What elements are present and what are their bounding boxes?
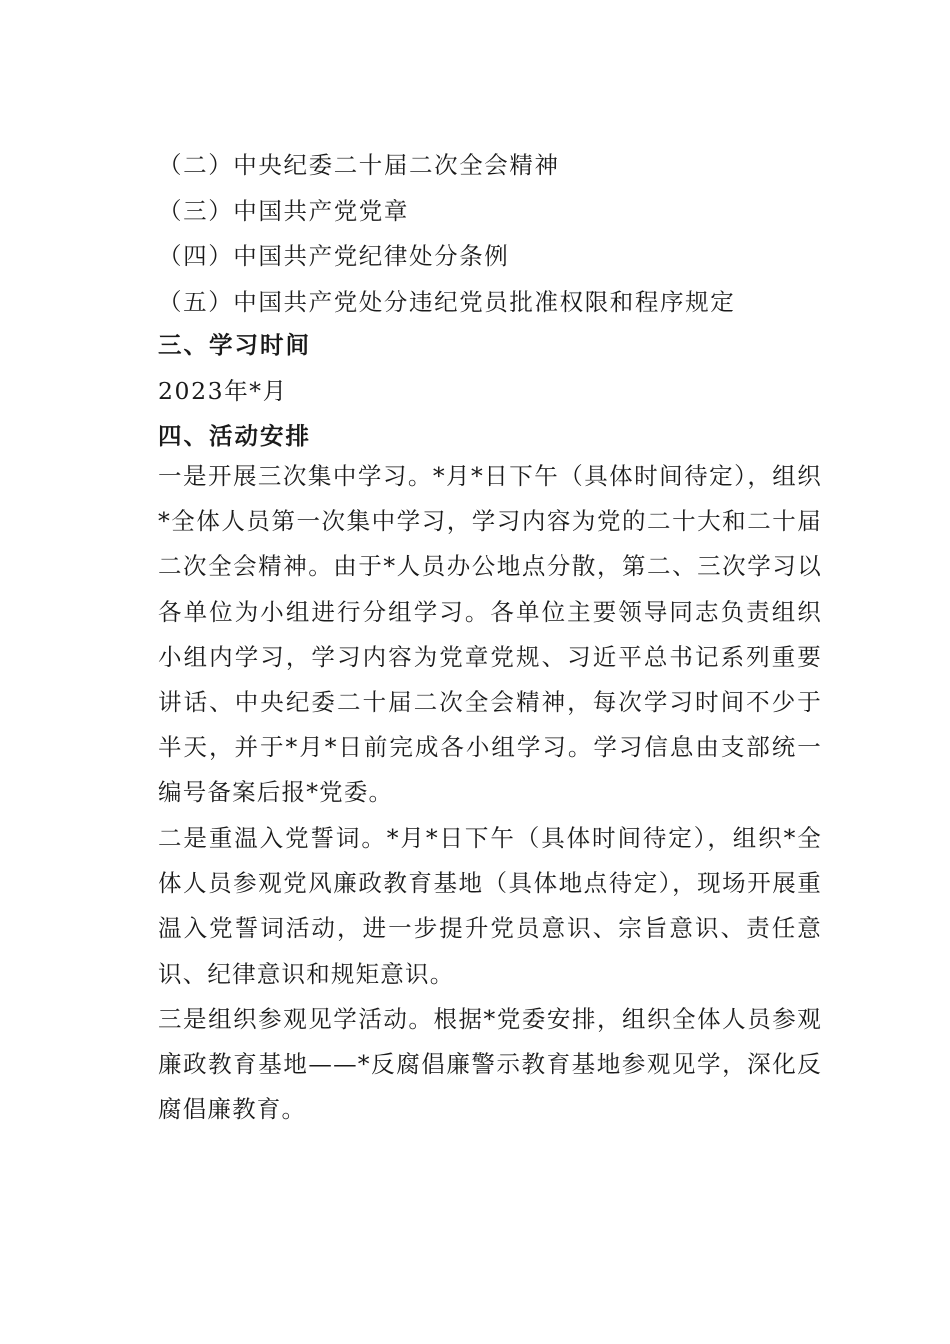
activity-paragraph-3: [158, 997, 822, 1133]
activity-3-text: 根据*党委安排，组织全体人员参观廉政教育基地——*反腐倡廉警示教育基地参观见学，深化反腐倡廉教育。: [158, 1005, 823, 1124]
activity-paragraph-1: [158, 454, 822, 816]
activity-3-lead: 三是组织参观见学活动。: [158, 1005, 434, 1033]
activity-paragraph-2: [158, 816, 822, 997]
list-item-4: （四）中国共产党纪律处分条例: [158, 242, 510, 270]
list-item-3: （三）中国共产党党章: [158, 197, 409, 225]
section-3-body: 2023年*月: [158, 377, 288, 405]
section-4-heading: 四、活动安排: [158, 422, 311, 450]
section-3-heading: 三、学习时间: [158, 331, 311, 359]
activity-1-lead: 一是开展三次集中学习。: [158, 462, 433, 490]
activity-2-lead: 二是重温入党誓词。: [158, 824, 387, 852]
list-item-2: （二）中央纪委二十届二次全会精神: [158, 151, 560, 179]
activity-2-text: *月*日下午（具体时间待定），组织*全体人员参观党风廉政教育基地（具体地点待定），现场开展重温入党誓词活动，进一步提升党员意识、宗旨意识、责任意识、纪律意识和规矩意识。: [158, 824, 822, 988]
list-item-5: （五）中国共产党处分违纪党员批准权限和程序规定: [158, 288, 736, 316]
activity-1-text: *月*日下午（具体时间待定），组织*全体人员第一次集中学习，学习内容为党的二十大和二十届二次全会精神。由于*人员办公地点分散，第二、三次学习以各单位为小组进行分组学习。各单位主要领导同志负责组织小组内学习，学习内容为党章党规、习近平总书记系列重要讲话、中央纪委二十届二次全会精神，每次学习时间不少于半天，并于*月*日前完成各小组学习。学习信息由支部统一编号备案后报*党委。: [158, 462, 822, 807]
